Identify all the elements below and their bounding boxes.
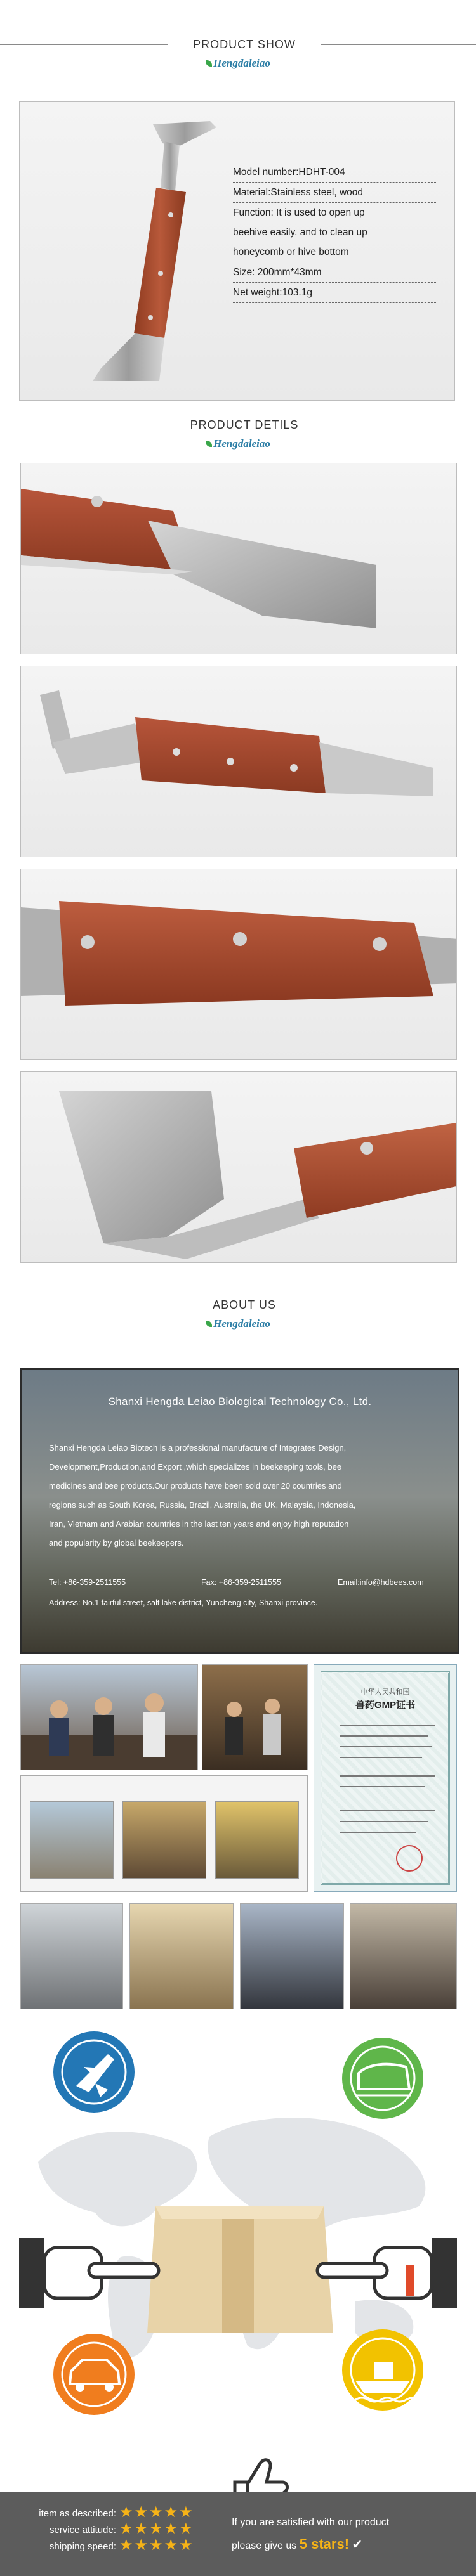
star-icon: ★ xyxy=(119,2504,133,2521)
star-rating-row xyxy=(119,2504,194,2521)
package-box xyxy=(147,2206,333,2333)
star-icon: ★ xyxy=(134,2520,149,2537)
star-icon: ★ xyxy=(164,2504,178,2521)
section-header-product-details xyxy=(0,413,476,458)
rating-message-line2: please give us 5 stars! ✔ xyxy=(232,2536,363,2552)
rating-label-service: service attitude: xyxy=(49,2525,116,2535)
star-icon: ★ xyxy=(164,2537,178,2554)
section-header-about-us xyxy=(0,1293,476,1338)
leaf-icon xyxy=(206,60,212,67)
company-address: Address: No.1 fairful street, salt lake district, Yuncheng city, Shanxi province. xyxy=(49,1598,318,1607)
star-icon: ★ xyxy=(179,2537,193,2554)
company-description: Shanxi Hengda Leiao Biotech is a professional manufacture of Integrates Design, Development,Production,and Export ,which specializes in beekeeping tools, bee medicines and bee products.Our products have been sold over 20 countries and regions such as South Korea, Russia, Brazil, Australia, the UK, Malaysia, Indonesia, Iran, Vietnam and Arabian countries in the last ten years and enjoy high reputation and popularity by global beekeepers. xyxy=(49,1443,356,1548)
spec-material: Material:Stainless steel, wood xyxy=(233,183,436,203)
leaf-icon xyxy=(206,1321,212,1327)
section-title: PRODUCT SHOW xyxy=(168,37,321,52)
star-icon: ★ xyxy=(134,2537,149,2554)
star-icon: ★ xyxy=(149,2520,163,2537)
airplane-icon xyxy=(53,2031,135,2113)
team-photo xyxy=(350,1903,457,2009)
detail-photo-1 xyxy=(20,463,457,654)
section-title: PRODUCT DETILS xyxy=(171,417,317,432)
right-hand-icon xyxy=(317,2238,457,2308)
five-stars-highlight: 5 stars! xyxy=(299,2536,350,2552)
rating-label-item: item as described: xyxy=(39,2508,116,2519)
certificate-header: 中华人民共和国 xyxy=(360,1688,410,1696)
gmp-certificate xyxy=(314,1664,457,1892)
handle-closeup-image xyxy=(21,869,456,1059)
star-rating-row xyxy=(119,2537,194,2554)
brand-logo: Hengdaleiao xyxy=(0,57,476,70)
leaf-icon xyxy=(206,441,212,447)
booth-photo xyxy=(122,1801,206,1879)
star-icon: ★ xyxy=(179,2520,193,2537)
section-title: ABOUT US xyxy=(190,1297,298,1312)
brand-logo: Hengdaleiao xyxy=(0,1317,476,1330)
exhibition-photo-1 xyxy=(20,1664,198,1770)
spec-size: Size: 200mm*43mm xyxy=(233,262,436,283)
company-email: Email:info@hdbees.com xyxy=(338,1578,424,1587)
train-icon xyxy=(342,2038,423,2119)
detail-photo-2 xyxy=(20,666,457,857)
spec-model: Model number:HDHT-004 xyxy=(233,162,436,183)
spec-function-1: Function: It is used to open up xyxy=(233,207,365,218)
display-photo xyxy=(129,1903,234,2009)
rating-banner xyxy=(0,2492,476,2576)
spec-weight: Net weight:103.1g xyxy=(233,283,436,303)
company-tel: Tel: +86-359-2511555 xyxy=(49,1578,126,1587)
detail-photo-3 xyxy=(20,869,457,1060)
meeting-photo xyxy=(215,1801,299,1879)
blade-closeup-image xyxy=(21,463,456,654)
star-icon: ★ xyxy=(179,2504,193,2521)
people-photo xyxy=(202,1665,307,1770)
star-icon: ★ xyxy=(149,2504,163,2521)
spec-list xyxy=(233,162,436,303)
spec-function-2: beehive easily, and to clean up xyxy=(233,227,367,238)
car-icon xyxy=(53,2334,135,2415)
exhibition-photo-2 xyxy=(202,1664,308,1770)
section-header-product-show xyxy=(0,33,476,77)
rating-message-line1: If you are satisfied with our product xyxy=(232,2517,390,2528)
detail-photo-4 xyxy=(20,1071,457,1263)
hook-closeup-image xyxy=(21,1072,456,1262)
factory-photo xyxy=(30,1801,114,1879)
company-fax: Fax: +86-359-2511555 xyxy=(201,1578,281,1587)
spec-function-3: honeycomb or hive bottom xyxy=(233,242,436,262)
ship-icon xyxy=(342,2329,423,2411)
star-rating-row xyxy=(119,2521,194,2537)
company-name: Shanxi Hengda Leiao Biological Technology Co., Ltd. xyxy=(108,1395,372,1408)
star-icon: ★ xyxy=(134,2504,149,2521)
company-intro-box xyxy=(20,1368,459,1654)
handshake-photo xyxy=(240,1903,344,2009)
exhibition-photo-row xyxy=(20,1775,308,1892)
rating-label-shipping: shipping speed: xyxy=(49,2541,116,2552)
star-icon: ★ xyxy=(149,2537,163,2554)
certificate-text-lines xyxy=(314,1665,456,1891)
people-photo xyxy=(21,1665,197,1770)
certificate-title: 兽药GMP证书 xyxy=(355,1700,416,1711)
check-icon: ✔ xyxy=(352,2538,363,2552)
star-icon: ★ xyxy=(119,2520,133,2537)
warehouse-photo xyxy=(20,1903,123,2009)
full-tool-side-image xyxy=(21,666,456,857)
star-icon: ★ xyxy=(119,2537,133,2554)
shipping-illustration xyxy=(0,2029,476,2485)
brand-logo: Hengdaleiao xyxy=(0,437,476,450)
star-icon: ★ xyxy=(164,2520,178,2537)
